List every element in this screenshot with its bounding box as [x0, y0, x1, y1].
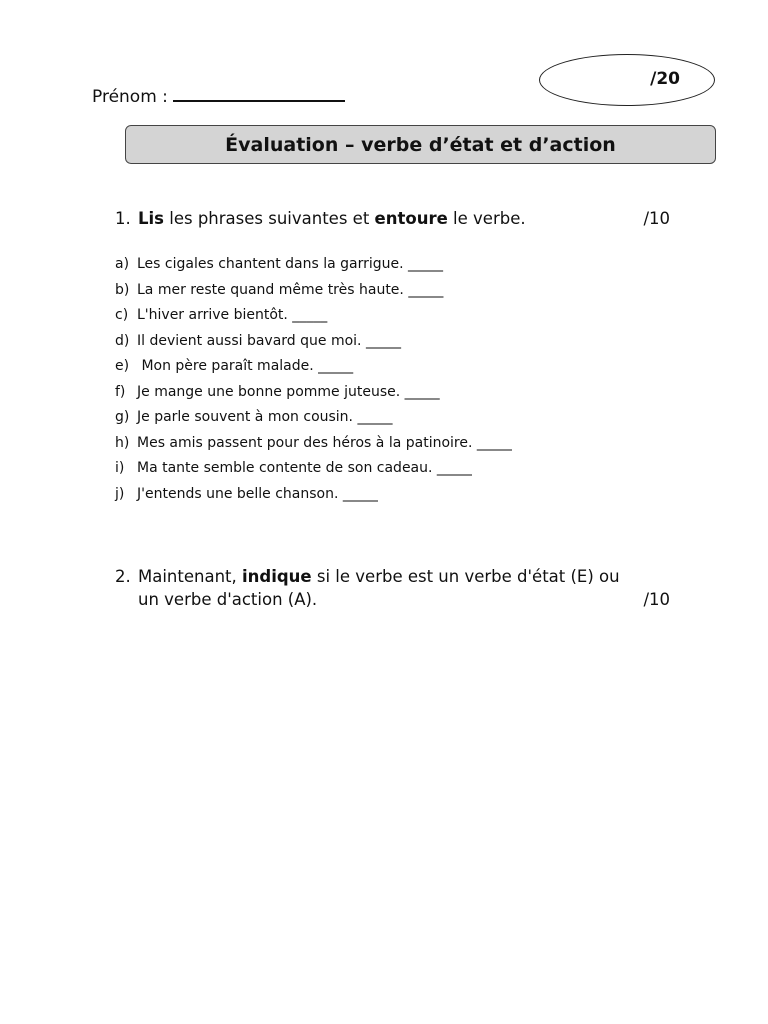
question-1 — [115, 207, 670, 230]
list-item — [115, 331, 512, 357]
list-item — [115, 407, 512, 433]
question-2-text-part-1: Maintenant, — [138, 567, 242, 586]
question-1-bold-entoure: entoure — [374, 209, 448, 228]
page-title-box — [125, 125, 716, 164]
item-sentence: Ma tante semble contente de son cadeau. _____ — [137, 460, 472, 476]
score-oval — [539, 54, 715, 106]
item-sentence: Mes amis passent pour des héros à la patinoire. _____ — [137, 434, 512, 451]
item-letter: b) — [115, 281, 130, 298]
item-letter: d) — [115, 332, 130, 349]
list-item — [115, 254, 512, 280]
page-title: Évaluation – verbe d’état et d’action — [225, 133, 616, 156]
item-letter: c) — [115, 307, 129, 323]
item-sentence: Les cigales chantent dans la garrigue. _____ — [137, 256, 444, 272]
question-2-score: /10 — [643, 590, 670, 609]
list-item — [115, 382, 512, 408]
item-letter: f) — [115, 383, 126, 400]
item-sentence: Mon père paraît malade. _____ — [137, 358, 354, 374]
question-1-text-part-1: les phrases suivantes et — [164, 209, 375, 228]
item-letter: i) — [115, 460, 125, 476]
item-letter: a) — [115, 256, 130, 272]
question-2 — [115, 565, 670, 611]
item-sentence: Il devient aussi bavard que moi. _____ — [137, 332, 401, 349]
question-2-number: 2. — [115, 567, 131, 586]
item-sentence: Je parle souvent à mon cousin. _____ — [137, 409, 393, 425]
item-sentence: Je mange une bonne pomme juteuse. _____ — [137, 383, 440, 400]
item-sentence: J'entends une belle chanson. _____ — [137, 485, 378, 502]
question-1-bold-lis: Lis — [138, 209, 164, 228]
list-item — [115, 484, 512, 510]
item-sentence: La mer reste quand même très haute. _____ — [137, 281, 444, 298]
question-2-bold-indique: indique — [242, 567, 312, 586]
question-1-text — [138, 207, 670, 230]
list-item — [115, 433, 512, 459]
list-item — [115, 458, 512, 484]
question-1-text-part-2: le verbe. — [447, 209, 526, 228]
score-total: /20 — [650, 69, 680, 89]
item-letter: h) — [115, 434, 130, 451]
list-item — [115, 305, 512, 331]
prenom-label: Prénom : — [92, 87, 168, 107]
item-sentence: L'hiver arrive bientôt. _____ — [137, 307, 328, 323]
prenom-field — [92, 86, 345, 107]
question-1-score: /10 — [643, 209, 670, 228]
item-letter: j) — [115, 485, 125, 502]
prenom-blank-line[interactable] — [173, 86, 345, 102]
list-item — [115, 356, 512, 382]
question-2-text — [138, 565, 638, 611]
sentence-list — [115, 254, 512, 509]
question-2-text-part-2: si le verbe est un verbe d'état (E) ou un verbe d'action (A). — [138, 567, 620, 609]
item-letter: g) — [115, 409, 130, 425]
item-letter: e) — [115, 358, 130, 374]
list-item — [115, 280, 512, 306]
question-1-number: 1. — [115, 209, 131, 228]
